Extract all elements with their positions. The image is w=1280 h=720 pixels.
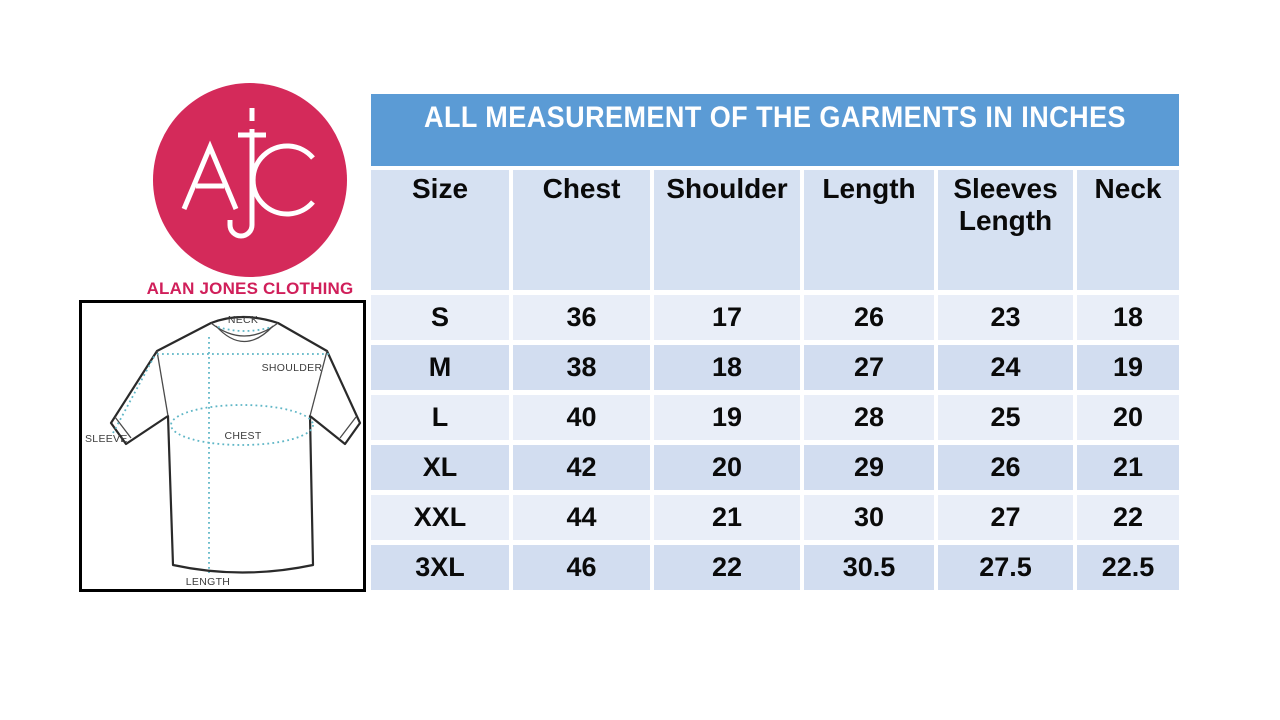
table-cell: 24 [938, 345, 1073, 390]
table-cell: 28 [804, 395, 934, 440]
table-cell: 46 [513, 545, 650, 590]
row-label-s: S [371, 295, 509, 340]
row-label-xl: XL [371, 445, 509, 490]
size-chart-table [371, 94, 1179, 590]
table-cell: 19 [1077, 345, 1179, 390]
table-cell: 18 [654, 345, 800, 390]
ajc-monogram-icon [153, 83, 347, 277]
table-cell: 22.5 [1077, 545, 1179, 590]
table-cell: 20 [654, 445, 800, 490]
tshirt-measurement-diagram [79, 300, 366, 592]
table-cell: 42 [513, 445, 650, 490]
table-cell: 20 [1077, 395, 1179, 440]
table-cell: 29 [804, 445, 934, 490]
column-header-neck: Neck [1077, 170, 1179, 290]
table-cell: 19 [654, 395, 800, 440]
table-title-bar [371, 94, 1179, 166]
diagram-label-sleeve: SLEEVE [85, 433, 128, 445]
table-cell: 30.5 [804, 545, 934, 590]
size-chart-grid [371, 170, 1179, 590]
row-label-xxl: XXL [371, 495, 509, 540]
table-cell: 27 [938, 495, 1073, 540]
column-header-length: Length [804, 170, 934, 290]
table-cell: 22 [1077, 495, 1179, 540]
row-label-3xl: 3XL [371, 545, 509, 590]
brand-logo [153, 83, 347, 277]
diagram-label-chest: CHEST [224, 430, 262, 442]
table-cell: 25 [938, 395, 1073, 440]
tshirt-diagram-icon [82, 303, 363, 589]
table-cell: 26 [804, 295, 934, 340]
table-cell: 27 [804, 345, 934, 390]
table-cell: 21 [654, 495, 800, 540]
table-cell: 36 [513, 295, 650, 340]
table-cell: 38 [513, 345, 650, 390]
column-header-sleeves-length: Sleeves Length [938, 170, 1073, 290]
row-label-m: M [371, 345, 509, 390]
diagram-label-shoulder: SHOULDER [261, 362, 323, 374]
table-cell: 18 [1077, 295, 1179, 340]
table-cell: 21 [1077, 445, 1179, 490]
table-cell: 26 [938, 445, 1073, 490]
diagram-label-neck: NECK [227, 314, 259, 326]
column-header-shoulder: Shoulder [654, 170, 800, 290]
table-cell: 44 [513, 495, 650, 540]
table-cell: 40 [513, 395, 650, 440]
table-title: ALL MEASUREMENT OF THE GARMENTS IN INCHES [424, 101, 1126, 134]
brand-name: ALAN JONES CLOTHING [146, 279, 354, 298]
column-header-size: Size [371, 170, 509, 290]
table-cell: 22 [654, 545, 800, 590]
column-header-chest: Chest [513, 170, 650, 290]
table-cell: 27.5 [938, 545, 1073, 590]
row-label-l: L [371, 395, 509, 440]
table-cell: 17 [654, 295, 800, 340]
table-cell: 30 [804, 495, 934, 540]
diagram-label-length: LENGTH [185, 576, 231, 588]
table-cell: 23 [938, 295, 1073, 340]
